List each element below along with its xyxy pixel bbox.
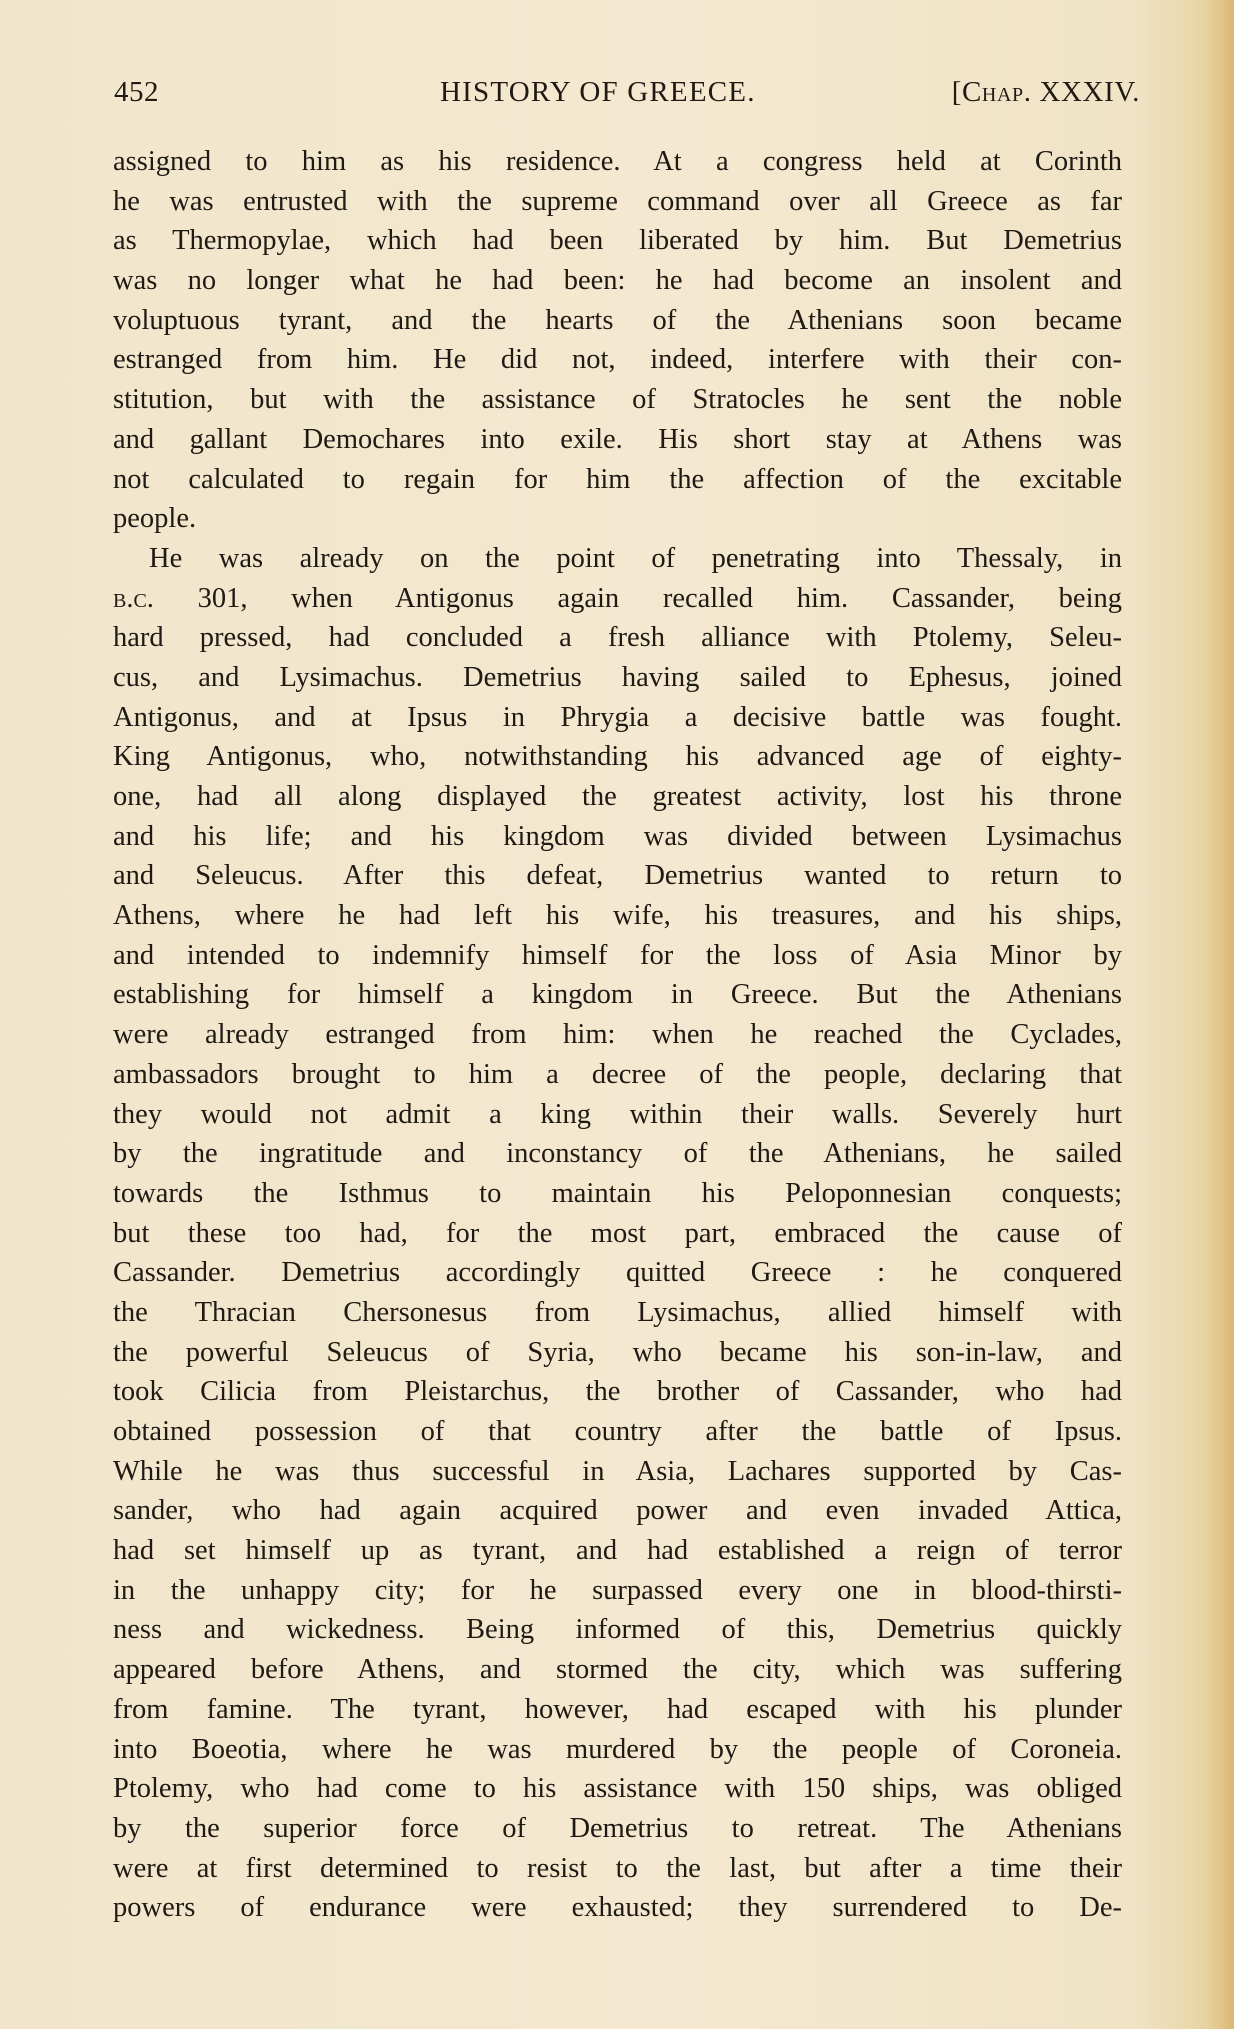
text-line: one, had all along displayed the greatest activity, lost his throne	[113, 781, 1122, 812]
text-line: King Antigonus, who, notwithstanding his advanced age of eighty-	[113, 741, 1122, 773]
text-line: Antigonus, and at Ipsus in Phrygia a decisive battle was fought.	[113, 701, 1122, 733]
text-line: but these too had, for the most part, embraced the cause of	[113, 1217, 1122, 1249]
text-line: had set himself up as tyrant, and had established a reign of terror	[113, 1535, 1122, 1567]
text-line: from famine. The tyrant, however, had escaped with his plunder	[113, 1693, 1122, 1725]
text-line: by the superior force of Demetrius to retreat. The Athenians	[113, 1812, 1122, 1844]
text-line-rest: 301, when Antigonus again recalled him. Cassander, being	[153, 582, 1122, 614]
text-line: they would not admit a king within their walls. Severely hurt	[113, 1098, 1122, 1130]
text-line: in the unhappy city; for he surpassed every one in blood-thirsti-	[113, 1574, 1122, 1606]
text-line: ambassadors brought to him a decree of the people, declaring that	[113, 1058, 1122, 1090]
text-line: the Thracian Chersonesus from Lysimachus, allied himself with	[113, 1296, 1122, 1328]
text-line: hard pressed, had concluded a fresh alliance with Ptolemy, Seleu-	[113, 622, 1122, 654]
text-line: stitution, but with the assistance of Stratocles he sent the noble	[113, 384, 1122, 416]
text-line: sander, who had again acquired power and even invaded Attica,	[113, 1495, 1122, 1527]
text-line: cus, and Lysimachus. Demetrius having sailed to Ephesus, joined	[113, 661, 1122, 693]
text-line: as Thermopylae, which had been liberated by him. But Demetrius	[113, 225, 1122, 257]
text-line: were at first determined to resist to the last, but after a time their	[113, 1852, 1122, 1884]
text-line: not calculated to regain for him the affection of the excitable	[113, 463, 1122, 495]
text-line: the powerful Seleucus of Syria, who became his son-in-law, and	[113, 1336, 1122, 1368]
page-edge-shading	[1206, 0, 1234, 2029]
paragraph-2	[113, 539, 1122, 1928]
text-line: establishing for himself a kingdom in Greece. But the Athenians	[113, 979, 1122, 1011]
text-line: and his life; and his kingdom was divided between Lysimachus	[113, 820, 1122, 852]
paragraph-1	[113, 142, 1122, 539]
text-line: took Cilicia from Pleistarchus, the brother of Cassander, who had	[113, 1376, 1122, 1408]
text-line: were already estranged from him: when he reached the Cyclades,	[113, 1019, 1122, 1051]
running-header	[110, 72, 1140, 118]
text-line: ness and wickedness. Being informed of this, Demetrius quickly	[113, 1614, 1122, 1646]
text-line: into Boeotia, where he was murdered by the people of Coroneia.	[113, 1733, 1122, 1765]
text-line: he was entrusted with the supreme command over all Greece as far	[113, 185, 1122, 217]
page-number: 452	[114, 76, 159, 108]
text-line: While he was thus successful in Asia, Lachares supported by Cas-	[113, 1455, 1122, 1487]
text-line: was no longer what he had been: he had become an insolent and	[113, 265, 1122, 297]
text-line: obtained possession of that country after the battle of Ipsus.	[113, 1416, 1122, 1447]
text-line: appeared before Athens, and stormed the city, which was suffering	[113, 1654, 1122, 1686]
text-line: assigned to him as his residence. At a congress held at Corinth	[113, 146, 1122, 177]
text-line	[113, 579, 1122, 619]
text-line: voluptuous tyrant, and the hearts of the Athenians soon became	[113, 304, 1122, 336]
text-line: powers of endurance were exhausted; they surrendered to De-	[113, 1892, 1122, 1924]
text-line: Cassander. Demetrius accordingly quitted Greece : he conquered	[113, 1257, 1122, 1289]
text-line: and intended to indemnify himself for the loss of Asia Minor by	[113, 939, 1122, 971]
chapter-reference: [Chap. XXXIV.	[951, 76, 1140, 108]
text-line: towards the Isthmus to maintain his Peloponnesian conquests;	[113, 1177, 1122, 1209]
text-line: Athens, where he had left his wife, his treasures, and his ships,	[113, 900, 1122, 932]
text-line: people.	[113, 503, 197, 535]
text-line: Ptolemy, who had come to his assistance with 150 ships, was obliged	[113, 1773, 1122, 1805]
text-line: and gallant Demochares into exile. His short stay at Athens was	[113, 423, 1122, 455]
text-line: estranged from him. He did not, indeed, interfere with their con-	[113, 344, 1122, 376]
running-title: HISTORY OF GREECE.	[440, 76, 756, 108]
body-text	[113, 142, 1122, 1928]
text-line: by the ingratitude and inconstancy of the Athenians, he sailed	[113, 1138, 1122, 1170]
era-abbreviation: b.c.	[113, 582, 154, 614]
text-line: He was already on the point of penetrating into Thessaly, in	[149, 542, 1122, 574]
text-line: and Seleucus. After this defeat, Demetrius wanted to return to	[113, 860, 1122, 892]
